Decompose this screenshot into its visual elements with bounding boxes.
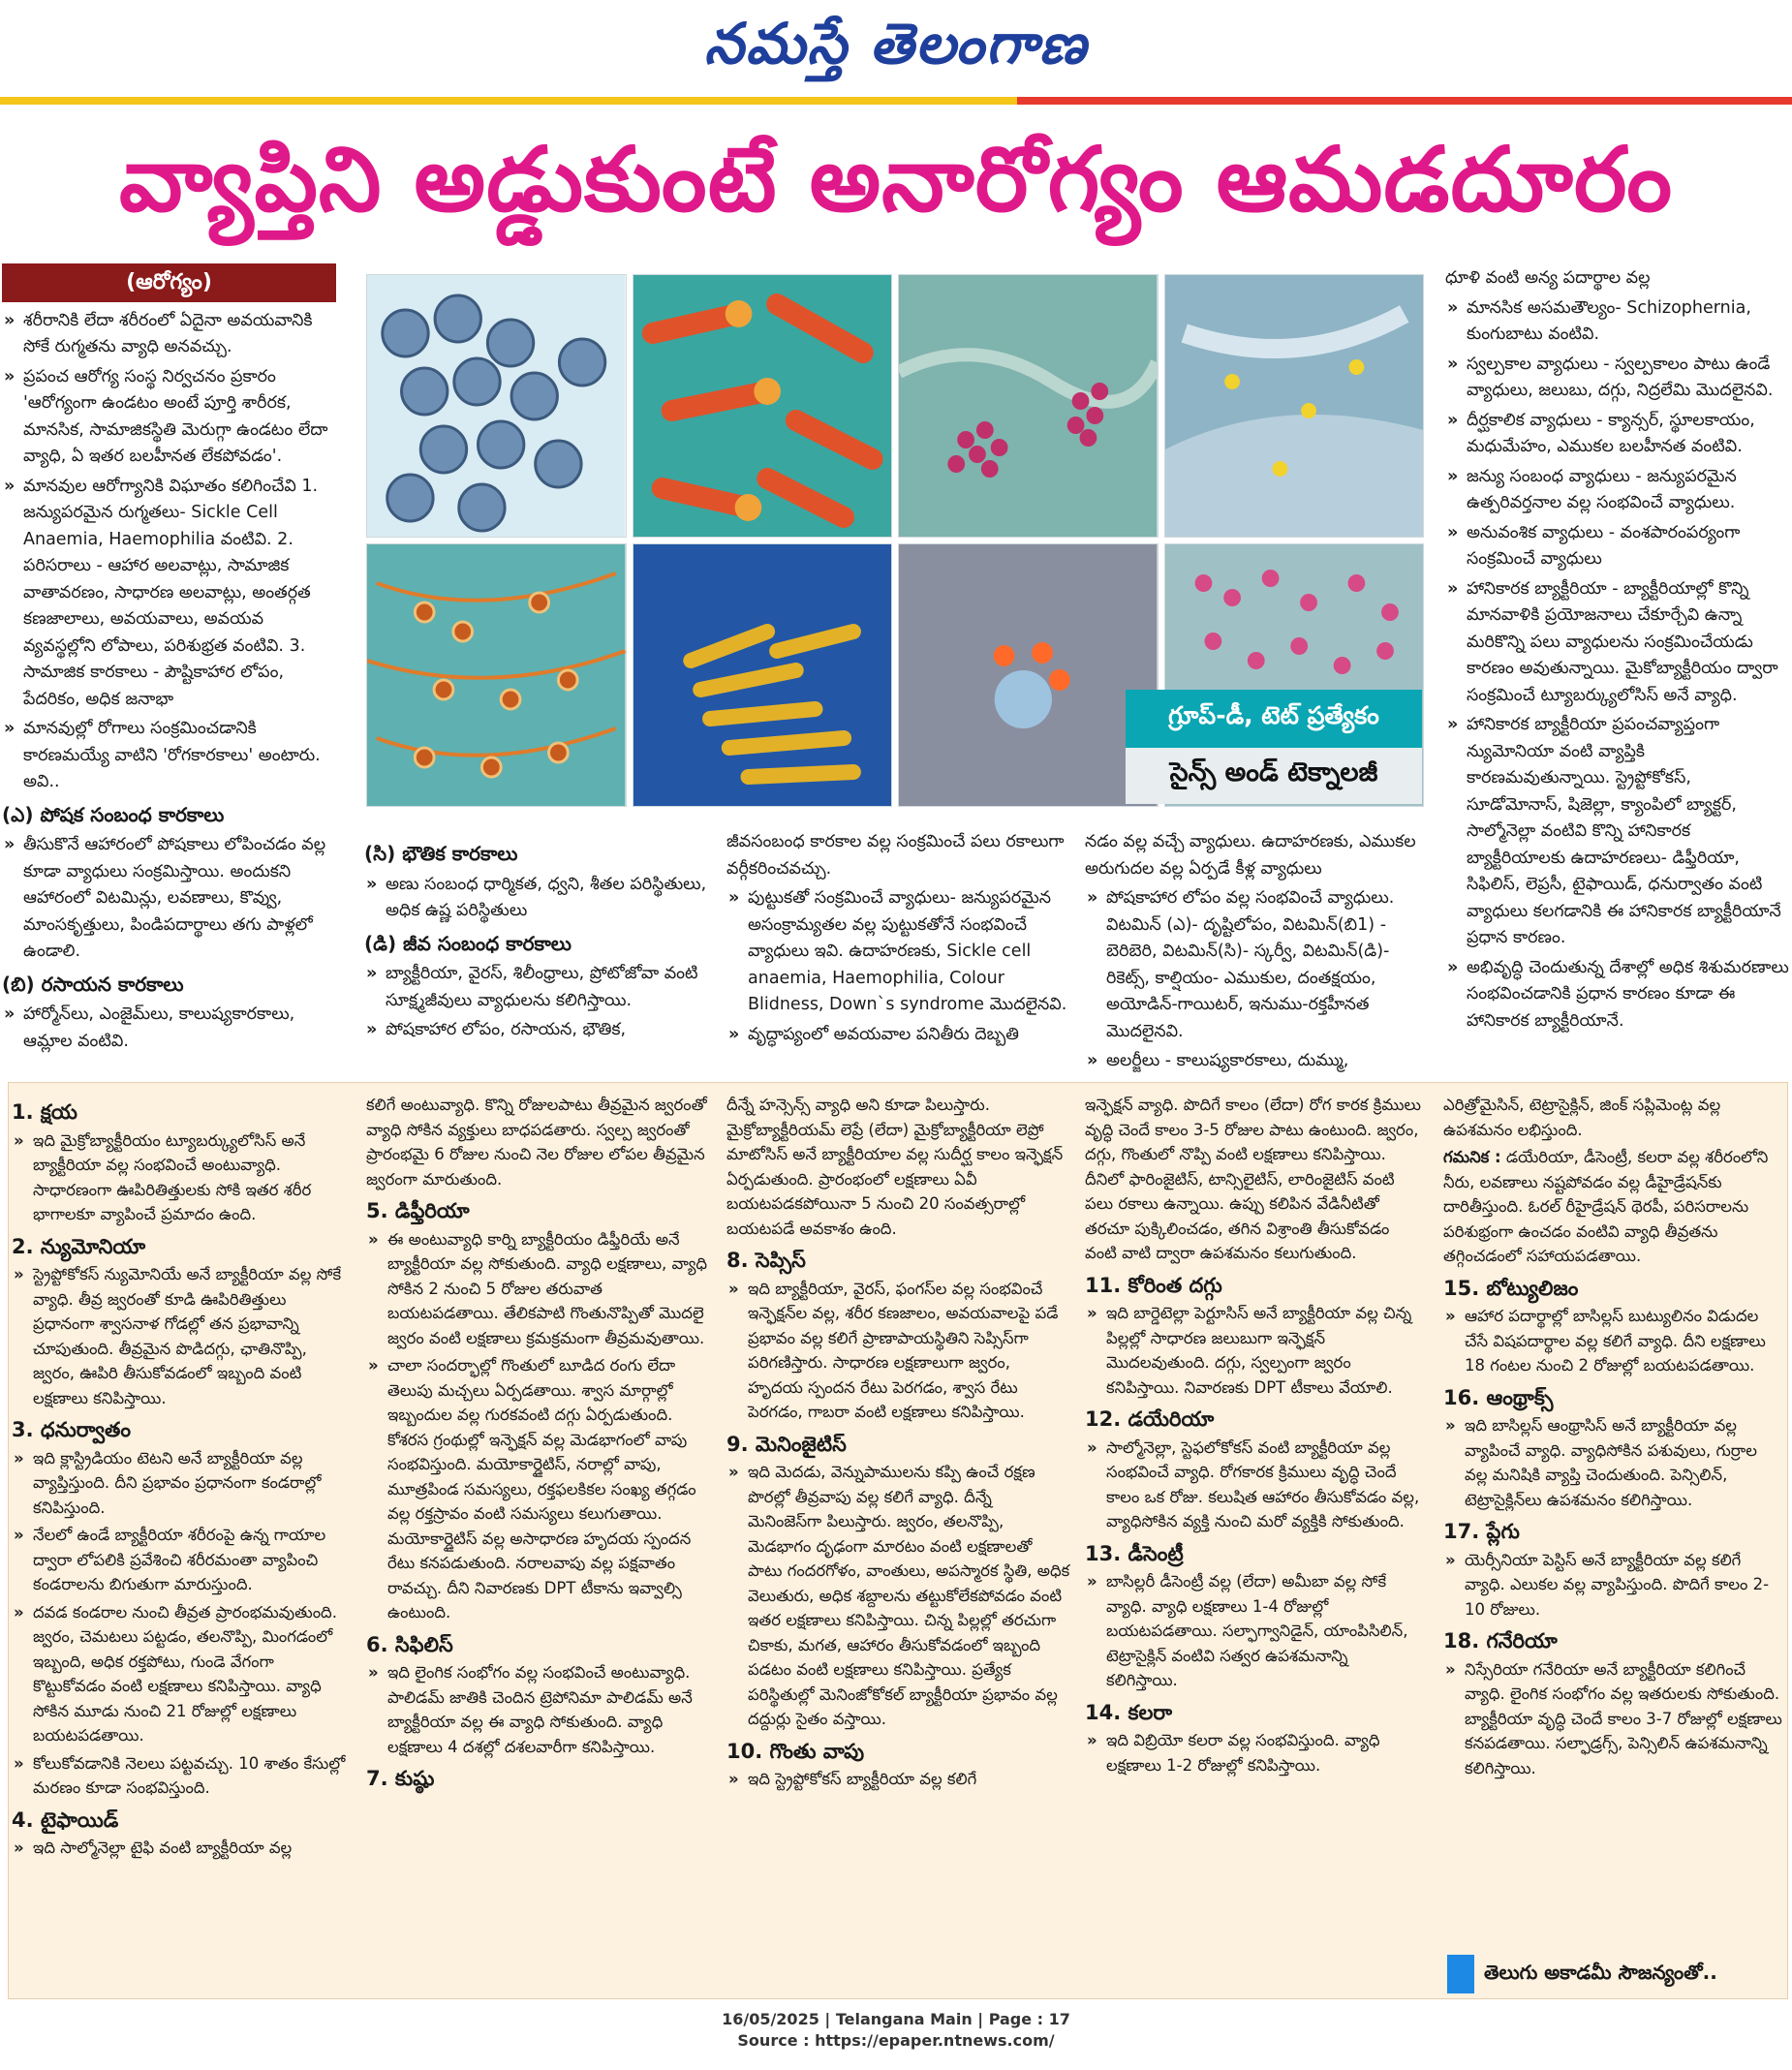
disease-heading: 15. బోట్యులిజం bbox=[1443, 1276, 1579, 1300]
credit-line bbox=[1447, 1955, 1777, 1993]
col5-para-1: » మానసిక అసమతౌల్యం- Schizophernia, కుంగుబాటు వంటివి. bbox=[1445, 295, 1789, 349]
disease-heading: 3. ధనుర్వాతం bbox=[12, 1418, 132, 1441]
col5-para-4: » జన్యు సంబంధ వ్యాధులు - జన్యుపరమైన ఉత్పరివర్తనాల వల్ల సంభవించే వ్యాధులు. bbox=[1445, 464, 1789, 517]
disease-heading: 11. కోరింత దగ్గు bbox=[1085, 1273, 1222, 1297]
bottom-col-1 bbox=[12, 1093, 346, 1864]
col1-para-3: » మానవుల ఆరోగ్యానికి విఘాతం కలిగించేవి 1. జన్యుపరమైన రుగ్మతలు- Sickle Cell Anaemia, Haemophilia వంటివి. 2. పరిసరాలు - ఆహార అలవాట్లు, సామాజిక వాతావరణం, సాధారణ అలవాట్లు, అంతర్గత కణజాలాలు, అవయవాలు, అవయవ వ్యవస్థల్లోని లోపాలు, పరిశుభ్రత వంటివి. 3. సామాజిక కారకాలు - పౌష్టికాహార లోపం, పేదరికం, అధిక జనాభా bbox=[2, 474, 336, 714]
subhead-d: (డి) జీవ సంబంధ కారకాలు bbox=[364, 931, 572, 955]
column-1 bbox=[2, 263, 336, 1058]
disease-para: » బాసిల్లరీ డీసెంట్రీ వల్ల (లేదా) అమీబా వల్ల సోకే వ్యాధి. వ్యాధి లక్షణాలు 1-4 రోజుల్లో బయటపడతాయి. సల్ఫాగ్వానిడైన్, యాంపిసిలిన్, టెట్రాసైక్లిన్ వంటివి సత్వర ఉపశమనాన్ని కలిగిస్తాయి. bbox=[1085, 1569, 1424, 1693]
masthead bbox=[0, 0, 1792, 97]
column-3 bbox=[726, 829, 1070, 1051]
disease-para: » నేలలో ఉండే బ్యాక్టీరియా శరీరంపై ఉన్న గాయాల ద్వారా లోపలికి ప్రవేశించి శరీరమంతా వ్యాపించి కండరాలను బిగుతుగా మారుస్తుంది. bbox=[12, 1523, 346, 1597]
disease-heading: 7. కుష్ఠు bbox=[366, 1767, 435, 1790]
disease-heading: 16. ఆంథ్రాక్స్ bbox=[1443, 1385, 1554, 1409]
orange-particles-image bbox=[366, 543, 627, 807]
disease-para: » ఇది విబ్రియో కలరా వల్ల సంభవిస్తుంది. వ్యాధి లక్షణాలు 1-2 రోజుల్లో కనిపిస్తాయి. bbox=[1085, 1728, 1424, 1777]
disease-para: ఇన్ఫెక్షన్ వ్యాధి. పొదిగే కాలం (లేదా) రోగ కారక క్రిములు వృద్ధి చెందే కాలం 3-5 రోజుల పాటు ఉంటుంది. జ్వరం, దగ్గు, గొంతులో నొప్పి వంటి లక్షణాలు కనిపిస్తాయి. దీనిలో ఫారింజైటిస్, టాన్సిలైటిస్, లారింజైటిస్ వంటి పలు రకాలు ఉన్నాయి. ఉప్పు కలిపిన వేడినీటితో తరచూ పుక్కిలించడం, తగిన విశ్రాంతి తీసుకోవడం వంటి వాటి ద్వారా ఉపశమనం కలుగుతుంది. bbox=[1085, 1096, 1421, 1262]
disease-heading: 18. గనేరియా bbox=[1443, 1629, 1558, 1653]
disease-para: » నిస్సేరియా గనేరియా అనే బ్యాక్టీరియా కలిగించే వ్యాధి. లైంగిక సంభోగం వల్ల ఇతరులకు సోకుతుంది. బ్యాక్టీరియా వృద్ధి చెందే కాలం 3-7 రోజుల్లో లక్షణాలు కనపడతాయి. సల్ఫాడ్రగ్స్, పెన్సిలిన్ ఉపశమనాన్ని కలిగిస్తాయి. bbox=[1443, 1657, 1782, 1781]
page-footer bbox=[0, 2009, 1792, 2052]
disease-heading: 14. కలరా bbox=[1085, 1700, 1173, 1724]
col2-para-d1: » బ్యాక్టీరియా, వైరస్, శిలీంధ్రాలు, ప్రోటోజోవా వంటి సూక్ష్మజీవులు వ్యాధులను కలిగిస్తాయి. bbox=[364, 961, 732, 1014]
disease-para: » చాలా సందర్భాల్లో గొంతులో బూడిద రంగు లేదా తెలుపు మచ్చలు ఏర్పడతాయి. శ్వాస మార్గాల్లో ఇబ్బందుల వల్ల గురకవంటి దగ్గు ఏర్పడుతుంది. కోశరస గ్రంథుల్లో ఇన్ఫెక్షన్ వల్ల మెడభాగంలో వాపు సంభవిస్తుంది. మయోకార్డైటిస్, నరాల్లో వాపు, మూత్రపిండ సమస్యలు, రక్తఫలకికల సంఖ్య తగ్గడం వల్ల రక్తస్రావం వంటి సమస్యలు కలుగుతాయి. మయోకార్డైటిస్ వల్ల అసాధారణ హృదయ స్పందన రేటు కనపడుతుంది. నరాలవాపు వల్ల పక్షవాతం రావచ్చు. దీని నివారణకు DPT టీకాను ఇవ్వాల్సి ఉంటుంది. bbox=[366, 1353, 710, 1625]
section-tag: (ఆరోగ్యం) bbox=[2, 263, 336, 302]
col1-para-a: » తీసుకొనే ఆహారంలో పోషకాలు లోపించడం వల్ల కూడా వ్యాధులు సంక్రమిస్తాయి. అందుకని ఆహారంలో విటమిన్లు, లవణాలు, కొవ్వు, మాంసకృత్తులు, పిండిపదార్థాలు తగు పాళ్లలో ఉండాలి. bbox=[2, 832, 336, 966]
disease-para: » ఇది బార్డెటెల్లా పెర్టూసిస్ అనే బ్యాక్టీరియా వల్ల చిన్న పిల్లల్లో సాధారణ జలుబుగా ఇన్ఫెక్షన్ మొదలవుతుంది. దగ్గు, స్వల్పంగా జ్వరం కనిపిస్తాయి. నివారణకు DPT టీకాలు వేయాలి. bbox=[1085, 1301, 1424, 1400]
column-5 bbox=[1445, 265, 1789, 1037]
disease-para: » ఈ అంటువ్యాధి కార్ని బ్యాక్టీరియం డిఫ్తీరియే అనే బ్యాక్టీరియా వల్ల సోకుతుంది. వ్యాధి లక్షణాలు, వ్యాధి సోకిన 2 నుంచి 5 రోజుల తరువాత బయటపడతాయి. తేలికపాటి గొంతునొప్పితో మొదలై జ్వరం వంటి లక్షణాలు క్రమక్రమంగా తీవ్రమవుతాయి. bbox=[366, 1227, 710, 1351]
disease-heading: 10. గొంతు వాపు bbox=[726, 1739, 865, 1763]
footer-date-line: 16/05/2025 | Telangana Main | Page : 17 bbox=[722, 2010, 1070, 2028]
fluorescent-cell-image bbox=[898, 543, 1159, 807]
credit-text: తెలుగు అకాడమీ సౌజన్యంతో.. bbox=[1484, 1961, 1717, 1984]
col4-para-2: » పోషకాహార లోపం వల్ల సంభవించే వ్యాధులు. విటమిన్ (ఎ)- దృష్టిలోపం, విటమిన్(బి1) - బెరిబెరి, విటమిన్(సి)- స్కర్వీ, విటమిన్(డి)- రికెట్స్, కాల్షియం- ఎముకుల, దంతక్షయం, అయోడిన్-గాయిటర్, ఇనుము-రక్తహీనత మొదలైనవి. bbox=[1085, 885, 1429, 1045]
col2-para-c: » అణు సంబంధ ధార్మికత, ధ్వని, శీతల పరిస్థితులు, అధిక ఉష్ణ పరిస్థితులు bbox=[364, 872, 732, 925]
disease-para: » ఇది బ్యాక్టీరియా, వైరస్, ఫంగస్‌ల వల్ల సంభవించే ఇన్ఫెక్షన్‌ల వల్ల, శరీర కణజాలం, అవయవాలపై పడే ప్రభావం వల్ల కలిగే ప్రాణాపాయస్థితిని సెప్సిస్‌గా పరిగణిస్తారు. సాధారణ లక్షణాలుగా జ్వరం, హృదయ స్పందన రేటు పెరగడం, శ్వాస రేటు పెరగడం, గాబరా వంటి లక్షణాలు కనిపిస్తాయి. bbox=[726, 1277, 1070, 1425]
col4-para-3: » అలర్జీలు - కాలుష్యకారకాలు, దుమ్ము, bbox=[1085, 1048, 1429, 1075]
top-rule bbox=[0, 97, 1792, 105]
subhead-a: (ఎ) పోషక సంబంధ కారకాలు bbox=[2, 802, 225, 826]
col1-para-b: » హార్మోన్‌లు, ఎంజైమ్‌లు, కాలుష్యకారకాలు, ఆమ్లాల వంటివి. bbox=[2, 1002, 336, 1055]
col5-para-8: » అభివృద్ధి చెందుతున్న దేశాల్లో అధిక శిశుమరణాలు సంభవించడానికి ప్రధాన కారణం కూడా ఈ హానికారక బ్యాక్టీరియానే. bbox=[1445, 955, 1789, 1035]
disease-para: కలిగే అంటువ్యాధి. కొన్ని రోజులపాటు తీవ్రమైన జ్వరంతో వ్యాధి సోకిన వ్యక్తులు బాధపడతారు. స్వల్ప జ్వరంతో ప్రారంభమై 6 రోజుల నుంచి నెల రోజుల లోపల తీవ్రమైన జ్వరంగా మారుతుంది. bbox=[366, 1096, 707, 1189]
pink-virus-cluster-image bbox=[898, 274, 1159, 538]
top-rule-red bbox=[1017, 97, 1792, 105]
disease-para: » ఇది మైక్రోబ్యాక్టీరియం ట్యూబర్క్యులోసిస్ అనే బ్యాక్టీరియా వల్ల సంభవించే అంటువ్యాధి. సాధారణంగా ఊపిరితిత్తులకు సోకి ఇతర శరీర భాగాలకూ వ్యాపించే ప్రమాదం ఉంది. bbox=[12, 1128, 346, 1227]
col3-para-2: » పుట్టుకతో సంక్రమించే వ్యాధులు- జన్యుపరమైన అసంక్రామ్యతల వల్ల పుట్టుకతోనే సంభవించే వ్యాధులు ఇవి. ఉదాహరణకు, Sickle cell anaemia, Haemophilia, Colour Blidness, Down`s syndrome మొదలైనవి. bbox=[726, 885, 1070, 1019]
column-2 bbox=[364, 835, 732, 1047]
column-4 bbox=[1085, 829, 1429, 1078]
footer-source-link[interactable]: Source : https://epaper.ntnews.com/ bbox=[737, 2031, 1055, 2050]
disease-heading: 8. సెప్సిస్ bbox=[726, 1249, 806, 1272]
bottom-col-3 bbox=[726, 1093, 1070, 1795]
disease-heading: 9. మెనింజైటిస్ bbox=[726, 1432, 847, 1456]
col3-para-1: జీవసంబంధ కారకాల వల్ల సంక్రమించే పలు రకాలుగా వర్గీకరించవచ్చు. bbox=[726, 832, 1065, 879]
col5-para-0: ధూళి వంటి అన్య పదార్థాల వల్ల bbox=[1445, 268, 1651, 288]
disease-para: » ఇది క్లాస్ట్రిడియం టెటని అనే బ్యాక్టీరియా వల్ల వ్యాప్తిస్తుంది. దీని ప్రభావం ప్రధానంగా కండరాల్లో కనిపిస్తుంది. bbox=[12, 1446, 346, 1521]
col5-para-3: » దీర్ఘకాలిక వ్యాధులు - క్యాన్సర్, స్థూలకాయం, మధుమేహం, ఎముకల బలహీనత వంటివి. bbox=[1445, 408, 1789, 461]
col5-para-5: » అనువంశిక వ్యాధులు - వంశపారంపర్యంగా సంక్రమించే వ్యాధులు bbox=[1445, 520, 1789, 573]
subhead-c: (సి) భౌతిక కారకాలు bbox=[364, 842, 518, 865]
disease-para: » ఇది లైంగిక సంభోగం వల్ల సంభవించే అంటువ్యాధి. పాలిడమ్ జాతికి చెందిన ట్రెపోనిమా పాలిడమ్ అనే బ్యాక్టీరియా వల్ల ఈ వ్యాధి సోకుతుంది. వ్యాధి లక్షణాలు 4 దశల్లో దశలవారీగా కనిపిస్తాయి. bbox=[366, 1660, 710, 1759]
disease-para: » ఇది మెదడు, వెన్నుపాములను కప్పి ఉంచే రక్షణ పొరల్లో తీవ్రవాపు వల్ల కలిగే వ్యాధి. దీన్నే మెనింజెస్‌గా పిలుస్తారు. జ్వరం, తలనొప్పి, మెడభాగం దృఢంగా మారటం వంటి లక్షణాలతో పాటు గందరగోళం, వాంతులు, అపస్మారక స్థితి, అధిక వెలుతురు, అధిక శబ్దాలను తట్టుకోలేకపోవడం వంటి ఇతర లక్షణాలు కనిపిస్తాయి. చిన్న పిల్లల్లో తరచుగా చికాకు, మగత, ఆహారం తీసుకోవడంలో ఇబ్బంది పడటం వంటి లక్షణాలు కనిపిస్తాయి. ప్రత్యేక పరిస్థితుల్లో మెనింజోకోకల్ బ్యాక్టీరియా ప్రభావం వల్ల దద్దుర్లు సైతం వస్తాయి. bbox=[726, 1460, 1070, 1732]
yellow-bacilli-image bbox=[633, 543, 893, 807]
disease-para: » యెర్సీనియా పెస్టిస్ అనే బ్యాక్టీరియా వల్ల కలిగే వ్యాధి. ఎలుకల వల్ల వ్యాపిస్తుంది. పొదిగే కాలం 2-10 రోజులు. bbox=[1443, 1548, 1782, 1622]
disease-para: » దవడ కండరాల నుంచి తీవ్రత ప్రారంభమవుతుంది. జ్వరం, చెమటలు పట్టడం, తలనొప్పి, మింగడంలో ఇబ్బంది, అధిక రక్తపోటు, గుండె వేగంగా కొట్టుకోవడం వంటి లక్షణాలు కనిపిస్తాయి. వ్యాధి సోకిన మూడు నుంచి 21 రోజుల్లో లక్షణాలు బయటపడతాయి. bbox=[12, 1600, 346, 1748]
disease-para: » ఇది బాసిల్లస్ ఆంథ్రాసిస్ అనే బ్యాక్టీరియా వల్ల వ్యాపించే వ్యాధి. వ్యాధిసోకిన పశువులు, గుర్రాల వల్ల మనిషికి వ్యాప్తి చెందుతుంది. పెన్సిలిన్, టెట్రాసైక్లిన్‌లు ఉపశమనం కలిగిస్తాయి. bbox=[1443, 1413, 1782, 1512]
disease-para: » సాల్మోనెల్లా, స్టెఫలోకోకస్ వంటి బ్యాక్టీరియా వల్ల సంభవించే వ్యాధి. రోగకారక క్రిములు వృద్ధి చెందే కాలం ఒక రోజు. కలుషిత ఆహారం తీసుకోవడం వల్ల, వ్యాధిసోకిన వ్యక్తి నుంచి మరో వ్యక్తికి సోకుతుంది. bbox=[1085, 1436, 1424, 1534]
disease-para: » స్ట్రెప్టోకోకస్ న్యుమోనియే అనే బ్యాక్టీరియా వల్ల సోకే వ్యాధి. తీవ్ర జ్వరంతో కూడి ఊపిరితిత్తులు ప్రధానంగా శ్వాసనాళ గోడల్లో తన ప్రభావాన్ని చూపుతుంది. తీవ్రమైన పొడిదగ్గు, ఛాతినొప్పి, జ్వరం, ఊపిరి తీసుకోవడంలో ఇబ్బంది వంటి లక్షణాలు కనిపిస్తాయి. bbox=[12, 1262, 346, 1410]
col5-para-6: » హానికారక బ్యాక్టీరియా - బ్యాక్టీరియాల్లో కొన్ని మానవాళికి ప్రయోజనాలు చేకూర్చేవి ఉన్నా మరికొన్ని పలు వ్యాధులను సంక్రమించేయడు కారణం అవుతున్నాయి. మైకోబ్యాక్టీరియం ద్వారా సంక్రమించే ట్యూబర్క్యులోసిస్ అనే వ్యాధి. bbox=[1445, 576, 1789, 710]
bottom-col-5 bbox=[1443, 1093, 1782, 1783]
bottom-col-4 bbox=[1085, 1093, 1424, 1780]
disease-para: » ఇది సాల్మోనెల్లా టైఫి వంటి బ్యాక్టీరియా వల్ల bbox=[12, 1836, 346, 1861]
col3-para-3: » వృద్ధాప్యంలో అవయవాల పనితీరు దెబ్బతి bbox=[726, 1022, 1070, 1049]
credit-accent bbox=[1447, 1955, 1474, 1993]
disease-para: » ఆహార పదార్థాల్లో బాసిల్లస్ బుట్యులినం విడుదల చేసే విషపదార్థాల వల్ల కలిగే వ్యాధి. దీని లక్షణాలు 18 గంటల నుంచి 2 రోజుల్లో బయటపడతాయి. bbox=[1443, 1304, 1782, 1378]
disease-heading: 13. డీసెంట్రీ bbox=[1085, 1541, 1184, 1565]
disease-heading: 5. డిఫ్తీరియా bbox=[366, 1199, 470, 1222]
note-para bbox=[1443, 1145, 1782, 1269]
disease-heading: 1. క్షయ bbox=[12, 1100, 77, 1124]
disease-para: దీన్నే హన్సెన్స్ వ్యాధి అని కూడా పిలుస్తారు. మైక్రోబ్యాక్టీరియమ్ లెప్రే (లేదా) మైక్రోబ్యాక్టీరియా లెప్రో మాటోసిస్ అనే బ్యాక్టీరియాల వల్ల సుదీర్ఘ కాలం ఇన్ఫెక్షన్ ఏర్పడుతుంది. ప్రారంభంలో లక్షణాలు ఏవీ బయటపడకపోయినా 5 నుంచి 20 సంవత్సరాల్లో బయటపడే అవకాశం ఉంది. bbox=[726, 1096, 1064, 1238]
disease-para: » కోలుకోవడానికి నెలలు పట్టవచ్చు. 10 శాతం కేసుల్లో మరణం కూడా సంభవిస్తుంది. bbox=[12, 1751, 346, 1801]
disease-heading: 12. డయేరియా bbox=[1085, 1407, 1215, 1431]
orange-bacteria-image bbox=[633, 274, 893, 538]
note-label: గమనిక : bbox=[1443, 1148, 1501, 1166]
col1-para-1: » శరీరానికి లేదా శరీరంలో ఏదైనా అవయవానికి సోకే రుగ్మతను వ్యాధి అనవచ్చు. bbox=[2, 308, 336, 361]
col5-para-7: » హానికారక బ్యాక్టీరియా ప్రపంచవ్యాప్తంగా న్యుమోనియా వంటి వ్యాప్తికి కారణమవుతున్నాయి. స్ట్రెప్టోకోకస్, సూడోమోనాస్, షిజెల్లా, క్యాంపిలో బ్యాక్టర్, సాల్మోనెల్లా వంటివి కొన్ని హానికారక బ్యాక్టీరియాలకు ఉదాహరణలు- డిఫ్తీరియా, సిఫిలిస్, లెప్రసీ, టైఫాయిడ్, ధనుర్వాతం వంటి వ్యాధులు కలగడానికి ఈ హానికారక బ్యాక్టీరియానే ప్రధాన కారణం. bbox=[1445, 712, 1789, 952]
col4-para-1: నడం వల్ల వచ్చే వ్యాధులు. ఉదాహరణకు, ఎముకల అరుగుదల వల్ల ఏర్పడే కీళ్ల వ్యాధులు bbox=[1085, 832, 1416, 879]
disease-para: » ఇది స్ట్రెప్టోకోకస్ బ్యాక్టీరియా వల్ల కలిగే bbox=[726, 1767, 1070, 1792]
blue-cell-image bbox=[1164, 274, 1425, 538]
col2-para-d2: » పోషకాహార లోపం, రసాయన, భౌతిక, bbox=[364, 1017, 732, 1044]
col1-para-4: » మానవుల్లో రోగాలు సంక్రమించడానికి కారణమయ్యే వాటిని 'రోగకారకాలు' అంటారు. అవి.. bbox=[2, 716, 336, 796]
disease-heading: 17. ప్లేగు bbox=[1443, 1520, 1520, 1543]
disease-para: ఎరిత్రోమైసిన్, టెట్రాసైక్లిన్, జింక్ సప్లిమెంట్ల వల్ల ఉపశమనం లభిస్తుంది. bbox=[1443, 1096, 1721, 1139]
masthead-title: నమస్తే తెలంగాణ bbox=[704, 11, 1088, 77]
col5-para-2: » స్వల్పకాల వ్యాధులు - స్వల్పకాలం పాటు ఉండే వ్యాధులు, జలుబు, దగ్గు, నిద్రలేమి మొదలైనవి. bbox=[1445, 352, 1789, 405]
disease-heading: 6. సిఫిలిస్ bbox=[366, 1632, 453, 1656]
headline: వ్యాప్తిని అడ్డుకుంటే అనారోగ్యం ఆమడదూరం bbox=[118, 128, 1674, 232]
bottom-col-2 bbox=[366, 1093, 710, 1795]
disease-heading: 4. టైఫాయిడ్ bbox=[12, 1807, 119, 1832]
note-text: డయేరియా, డీసెంట్రీ, కలరా వల్ల శరీరంలోని నీరు, లవణాలు నష్టపోవడం వల్ల డీహైడ్రేషన్‌కు దారితీస్తుంది. ఓరల్ రీహైడ్రేషన్ థెరపీ, పరిసరాలను పరిశుభ్రంగా ఉంచడం వంటివి వ్యాధి తీవ్రతను తగ్గించడంలో సహాయపడతాయి. bbox=[1443, 1148, 1769, 1265]
virus-spheres-image bbox=[366, 274, 627, 538]
banner-subject-label: సైన్స్ అండ్ టెక్నాలజీ bbox=[1126, 748, 1422, 804]
subhead-b: (బి) రసాయన కారకాలు bbox=[2, 972, 184, 996]
col1-para-2: » ప్రపంచ ఆరోగ్య సంస్థ నిర్వచనం ప్రకారం 'ఆరోగ్యంగా ఉండటం అంటే పూర్తి శారీరక, మానసిక, సామాజికస్థితి మెరుగ్గా ఉండటం లేదా వ్యాధి, ఏ ఇతర బలహీనత లేకపోవడం'. bbox=[2, 364, 336, 471]
disease-heading: 2. న్యుమోనియా bbox=[12, 1234, 146, 1258]
exam-banner bbox=[1126, 690, 1422, 806]
banner-exam-label: గ్రూప్-డీ, టెట్ ప్రత్యేకం bbox=[1126, 690, 1422, 748]
